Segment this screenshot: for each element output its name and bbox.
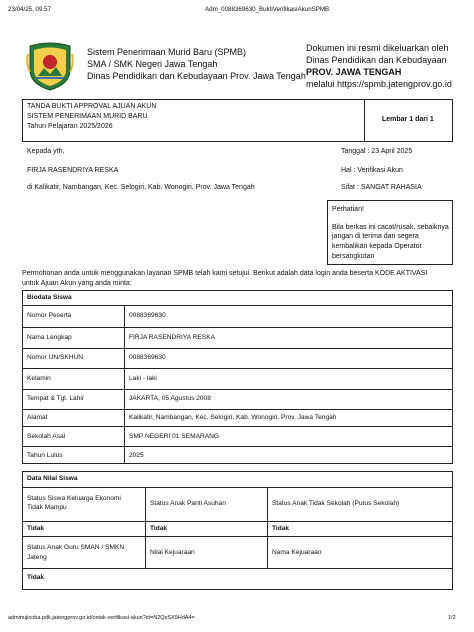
- jawa-tengah-emblem-icon: [26, 40, 74, 92]
- notice-line3: kembalikan kepada Operator: [332, 243, 422, 250]
- nama-lengkap-value: FIRJA RASENDRIYA RESKA: [129, 334, 215, 341]
- letterhead-line1: Sistem Penerimaan Murid Baru (SPMB): [87, 47, 247, 57]
- title-line1: TANDA BUKTI APPROVAL AJUAN AKUN: [27, 103, 157, 110]
- nama-kejuaraan-label: Nama Kejuaraan: [272, 549, 322, 556]
- status-anak-guru-label-2: Jateng: [27, 554, 47, 561]
- print-doc-title: Adm_0088369630_BuktiVerifikasiAkunSPMB: [205, 6, 330, 13]
- recipient-salutation: Kepada yth,: [27, 148, 65, 155]
- kelamin-value: Laki - laki: [129, 375, 157, 382]
- alamat-value: Kalikatir, Nambangan, Kec. Selogiri, Kab. Wonogiri, Prov. Jawa Tengah: [129, 414, 337, 421]
- biodata-label: Alamat: [27, 414, 48, 421]
- letterhead-line3: Dinas Pendidikan dan Kebudayaan Prov. Jawa Tengah: [87, 71, 306, 81]
- status-anak-guru-value: Tidak: [27, 574, 45, 581]
- notice-line4: bersangkutan: [332, 253, 375, 260]
- biodata-table: [22, 290, 453, 464]
- nilai-table: [22, 471, 453, 590]
- status-ekonomi-label-2: Tidak Mampu: [27, 504, 67, 511]
- title-line2: SISTEM PENERIMAAN MURID BARU: [27, 113, 148, 120]
- notice-title: Perhatian!: [332, 206, 364, 213]
- tahun-lulus-value: 2025: [129, 452, 144, 459]
- title-line3: Tahun Pelajaran 2025/2026: [27, 123, 113, 130]
- letter-nature: Sifat : SANGAT RAHASIA: [341, 184, 422, 191]
- biodata-label: Tahun Lulus: [27, 452, 63, 459]
- recipient-name: FIRJA RASENDRIYA RESKA: [27, 167, 119, 174]
- nilai-header: Data Nilai Siswa: [27, 475, 78, 482]
- footer-url: adminujicoba.pdk.jatengprov.go.id/cetak-verifikasi-akun?id=N2QsSX9HdA4=: [8, 615, 195, 621]
- status-panti-label: Status Anak Panti Asuhan: [150, 500, 226, 507]
- status-anak-guru-label: Status Anak Guru SMAN / SMKN: [27, 544, 125, 551]
- biodata-label: Kelamin: [27, 375, 51, 382]
- issuer-province: PROV. JAWA TENGAH: [306, 67, 402, 77]
- sekolah-asal-value: SMP NEGERI 01 SEMARANG: [129, 433, 220, 440]
- biodata-label: Sekolah Asal: [27, 433, 66, 440]
- status-ekonomi-value: Tidak: [27, 525, 45, 532]
- intro-line1: Permohonan anda untuk menggunakan layanan SPMB telah kami setujui. Berikut adalah data login anda beserta KODE AKTIVASI: [22, 270, 428, 277]
- intro-line2: untuk Ajuan Akun yang anda minta:: [22, 280, 132, 287]
- biodata-header: Biodata Siswa: [27, 294, 72, 301]
- letter-date: Tanggal : 23 April 2025: [341, 148, 413, 155]
- notice-line1: Bila berkas ini cacat/rusak, sebaiknya: [332, 224, 449, 231]
- print-datetime: 23/04/25, 09.57: [8, 6, 52, 13]
- status-putus-sekolah-value: Tidak: [272, 525, 290, 532]
- biodata-label: Nomor Peserta: [27, 312, 72, 319]
- issuer-url: melalui https://spmb.jatengprov.go.id: [306, 79, 452, 89]
- biodata-label: Nomor UN/SKHUN: [27, 354, 84, 361]
- nomor-un-value: 0088369630: [129, 354, 166, 361]
- notice-line2: jangan di terima dan segera: [332, 233, 419, 240]
- status-panti-value: Tidak: [150, 525, 168, 532]
- issuer-line1: Dokumen ini resmi dikeluarkan oleh: [306, 43, 449, 53]
- tempat-tgl-lahir-value: JAKARTA, 05 Agustus 2008: [129, 395, 211, 402]
- biodata-label: Tempat & Tgl. Lahir: [27, 395, 85, 402]
- status-ekonomi-label: Status Siswa Keluarga Ekonomi: [27, 495, 121, 502]
- status-putus-sekolah-label: Status Anak Tidak Sekolah (Putus Sekolah): [272, 500, 400, 507]
- issuer-line2: Dinas Pendidikan dan Kebudayaan: [306, 55, 447, 65]
- nomor-peserta-value: 0088369630: [129, 312, 166, 319]
- letter-subject: Hal : Verifikasi Akun: [341, 167, 403, 174]
- page-indicator: Lembar 1 dari 1: [382, 116, 434, 123]
- footer-page-number: 1/2: [448, 615, 456, 621]
- recipient-location: di Kalikatir, Nambangan, Kec. Selogiri, Kab. Wonogiri, Prov. Jawa Tengah: [27, 184, 255, 191]
- biodata-label: Nama Lengkap: [27, 334, 72, 341]
- letterhead-line2: SMA / SMK Negeri Jawa Tengah: [87, 59, 218, 69]
- nilai-kejuaraan-label: Nilai Kejuaraan: [150, 549, 195, 556]
